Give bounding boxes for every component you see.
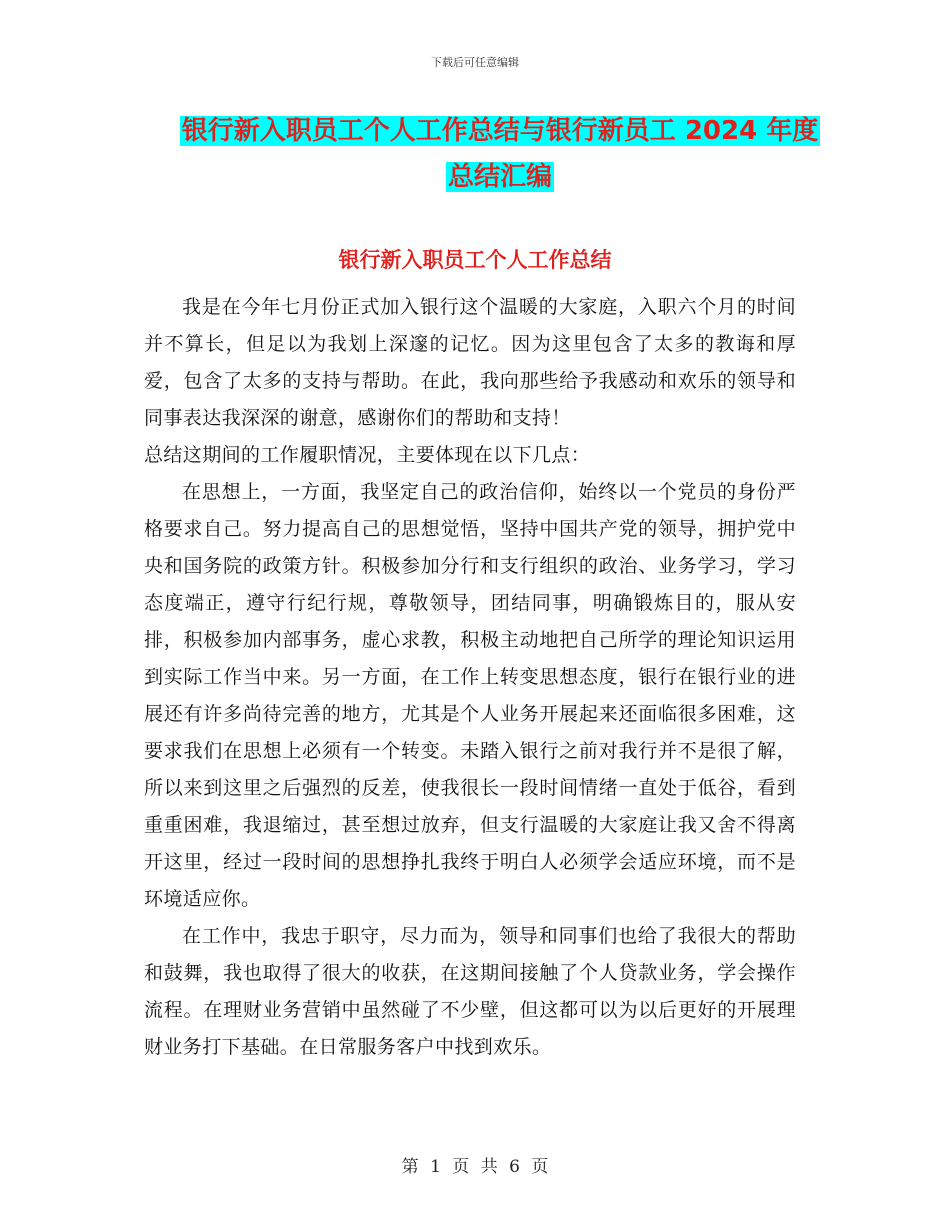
page-footer: 第 1 页 共 6 页: [401, 1157, 549, 1177]
paragraph: 我是在今年七月份正式加入银行这个温暖的大家庭，入职六个月的时间并不算长，但足以为我划上深邃的记忆。因为这里包含了太多的教诲和厚爱，包含了太多的支持与帮助。在此，我向那些给予我感动和欢乐的领导和同事表达我深深的谢意，感谢你们的帮助和支持！: [144, 296, 796, 429]
paragraph: 在工作中，我忠于职守，尽力而为，领导和同事们也给了我很大的帮助和鼓舞，我也取得了很大的收获，在这期间接触了个人贷款业务，学会操作流程。在理财业务营销中虽然碰了不少壁，但这都可以为以后更好的开展理财业务打下基础。在日常服务客户中找到欢乐。: [144, 925, 796, 1058]
body-text: [144, 289, 796, 1066]
document-title: [140, 108, 860, 200]
header-note: 下载后可任意编辑: [431, 56, 519, 69]
document-title-line-1: 银行新入职员工个人工作总结与银行新员工 2024 年度: [181, 116, 819, 146]
paragraph: 总结这期间的工作履职情况，主要体现在以下几点：: [144, 444, 591, 466]
document-title-line-2: 总结汇编: [447, 162, 552, 192]
paragraph: 在思想上，一方面，我坚定自己的政治信仰，始终以一个党员的身份严格要求自己。努力提高自己的思想觉悟，坚持中国共产党的领导，拥护党中央和国务院的政策方针。积极参加分行和支行组织的政治、业务学习，学习态度端正，遵守行纪行规，尊敬领导，团结同事，明确锻炼目的，服从安排，积极参加内部事务，虚心求教，积极主动地把自己所学的理论知识运用到实际工作当中来。另一方面，在工作上转变思想态度，银行在银行业的进展还有许多尚待完善的地方，尤其是个人业务开展起来还面临很多困难，这要求我们在思想上必须有一个转变。未踏入银行之前对我行并不是很了解，所以来到这里之后强烈的反差，使我很长一段时间情绪一直处于低谷，看到重重困难，我退缩过，甚至想过放弃，但支行温暖的大家庭让我又舍不得离开这里，经过一段时间的思想挣扎我终于明白人必须学会适应环境，而不是环境适应你。: [144, 481, 796, 910]
section-title: 银行新入职员工个人工作总结: [338, 248, 612, 272]
